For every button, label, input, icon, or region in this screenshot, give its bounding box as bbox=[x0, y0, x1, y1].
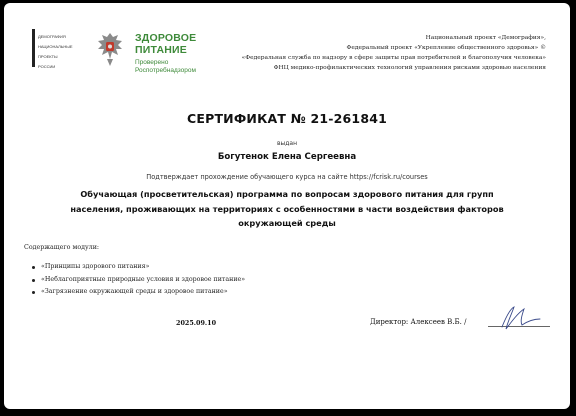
brand-subline: Проверено bbox=[135, 59, 169, 66]
coat-of-arms-icon bbox=[94, 29, 126, 69]
modules-heading: Содержащего модули: bbox=[24, 244, 100, 251]
issuer-line: Федеральный проект «Укрепление общественного здоровья» © bbox=[346, 45, 546, 51]
list-item: «Принципы здорового питания» bbox=[32, 261, 245, 274]
program-line: окружающей среды bbox=[238, 218, 336, 228]
issue-date: 2025.09.10 bbox=[176, 319, 217, 327]
issuer-info bbox=[242, 33, 546, 73]
logo-line: ДЕМОГРАФИЯ bbox=[38, 34, 66, 39]
issuer-line: ФНЦ медико-профилактических технологий управления рисками здоровью населения bbox=[273, 65, 546, 71]
handwritten-signature bbox=[494, 303, 544, 333]
program-title bbox=[44, 187, 530, 231]
issuer-line: «Федеральная служба по надзору в сфере защиты прав потребителей и благополучия человека» bbox=[241, 55, 546, 61]
certificate-title: СЕРТИФИКАТ № 21-261841 bbox=[186, 111, 388, 126]
brand-line: ЗДОРОВОЕ bbox=[135, 32, 197, 44]
national-projects-logo bbox=[32, 29, 76, 69]
certificate-sheet bbox=[4, 3, 570, 409]
logo-text bbox=[38, 29, 74, 74]
recipient-name: Богутенок Елена Сергеевна bbox=[217, 152, 357, 162]
logo-bar bbox=[32, 29, 35, 67]
logo-line: РОССИИ bbox=[38, 64, 56, 69]
director-signature-label: Директор: Алексеев В.Б. / bbox=[370, 318, 467, 326]
program-line: Обучающая (просветительская) программа по вопросам здорового питания для групп bbox=[80, 189, 494, 199]
logo-line: НАЦИОНАЛЬНЫЕ bbox=[38, 44, 73, 49]
list-item: «Загрязнение окружающей среды и здоровое питание» bbox=[32, 286, 245, 299]
modules-list bbox=[32, 261, 245, 299]
brand-line: ПИТАНИЕ bbox=[135, 44, 187, 56]
healthy-food-brand bbox=[135, 32, 196, 75]
course-confirmation: Подтверждает прохождение обучающего курса на сайте https://fcrisk.ru/courses bbox=[146, 173, 428, 181]
brand-subline: Роспотребнадзором bbox=[135, 67, 196, 74]
logo-line: ПРОЕКТЫ bbox=[38, 54, 58, 59]
program-line: населения, проживающих на территориях с особенностями в части воздействия факторов bbox=[70, 203, 504, 214]
issuer-line: Национальный проект «Демография», bbox=[425, 35, 546, 41]
issued-label: выдан bbox=[276, 140, 298, 147]
list-item: «Неблагоприятные природные условия и здоровое питание» bbox=[32, 274, 245, 287]
